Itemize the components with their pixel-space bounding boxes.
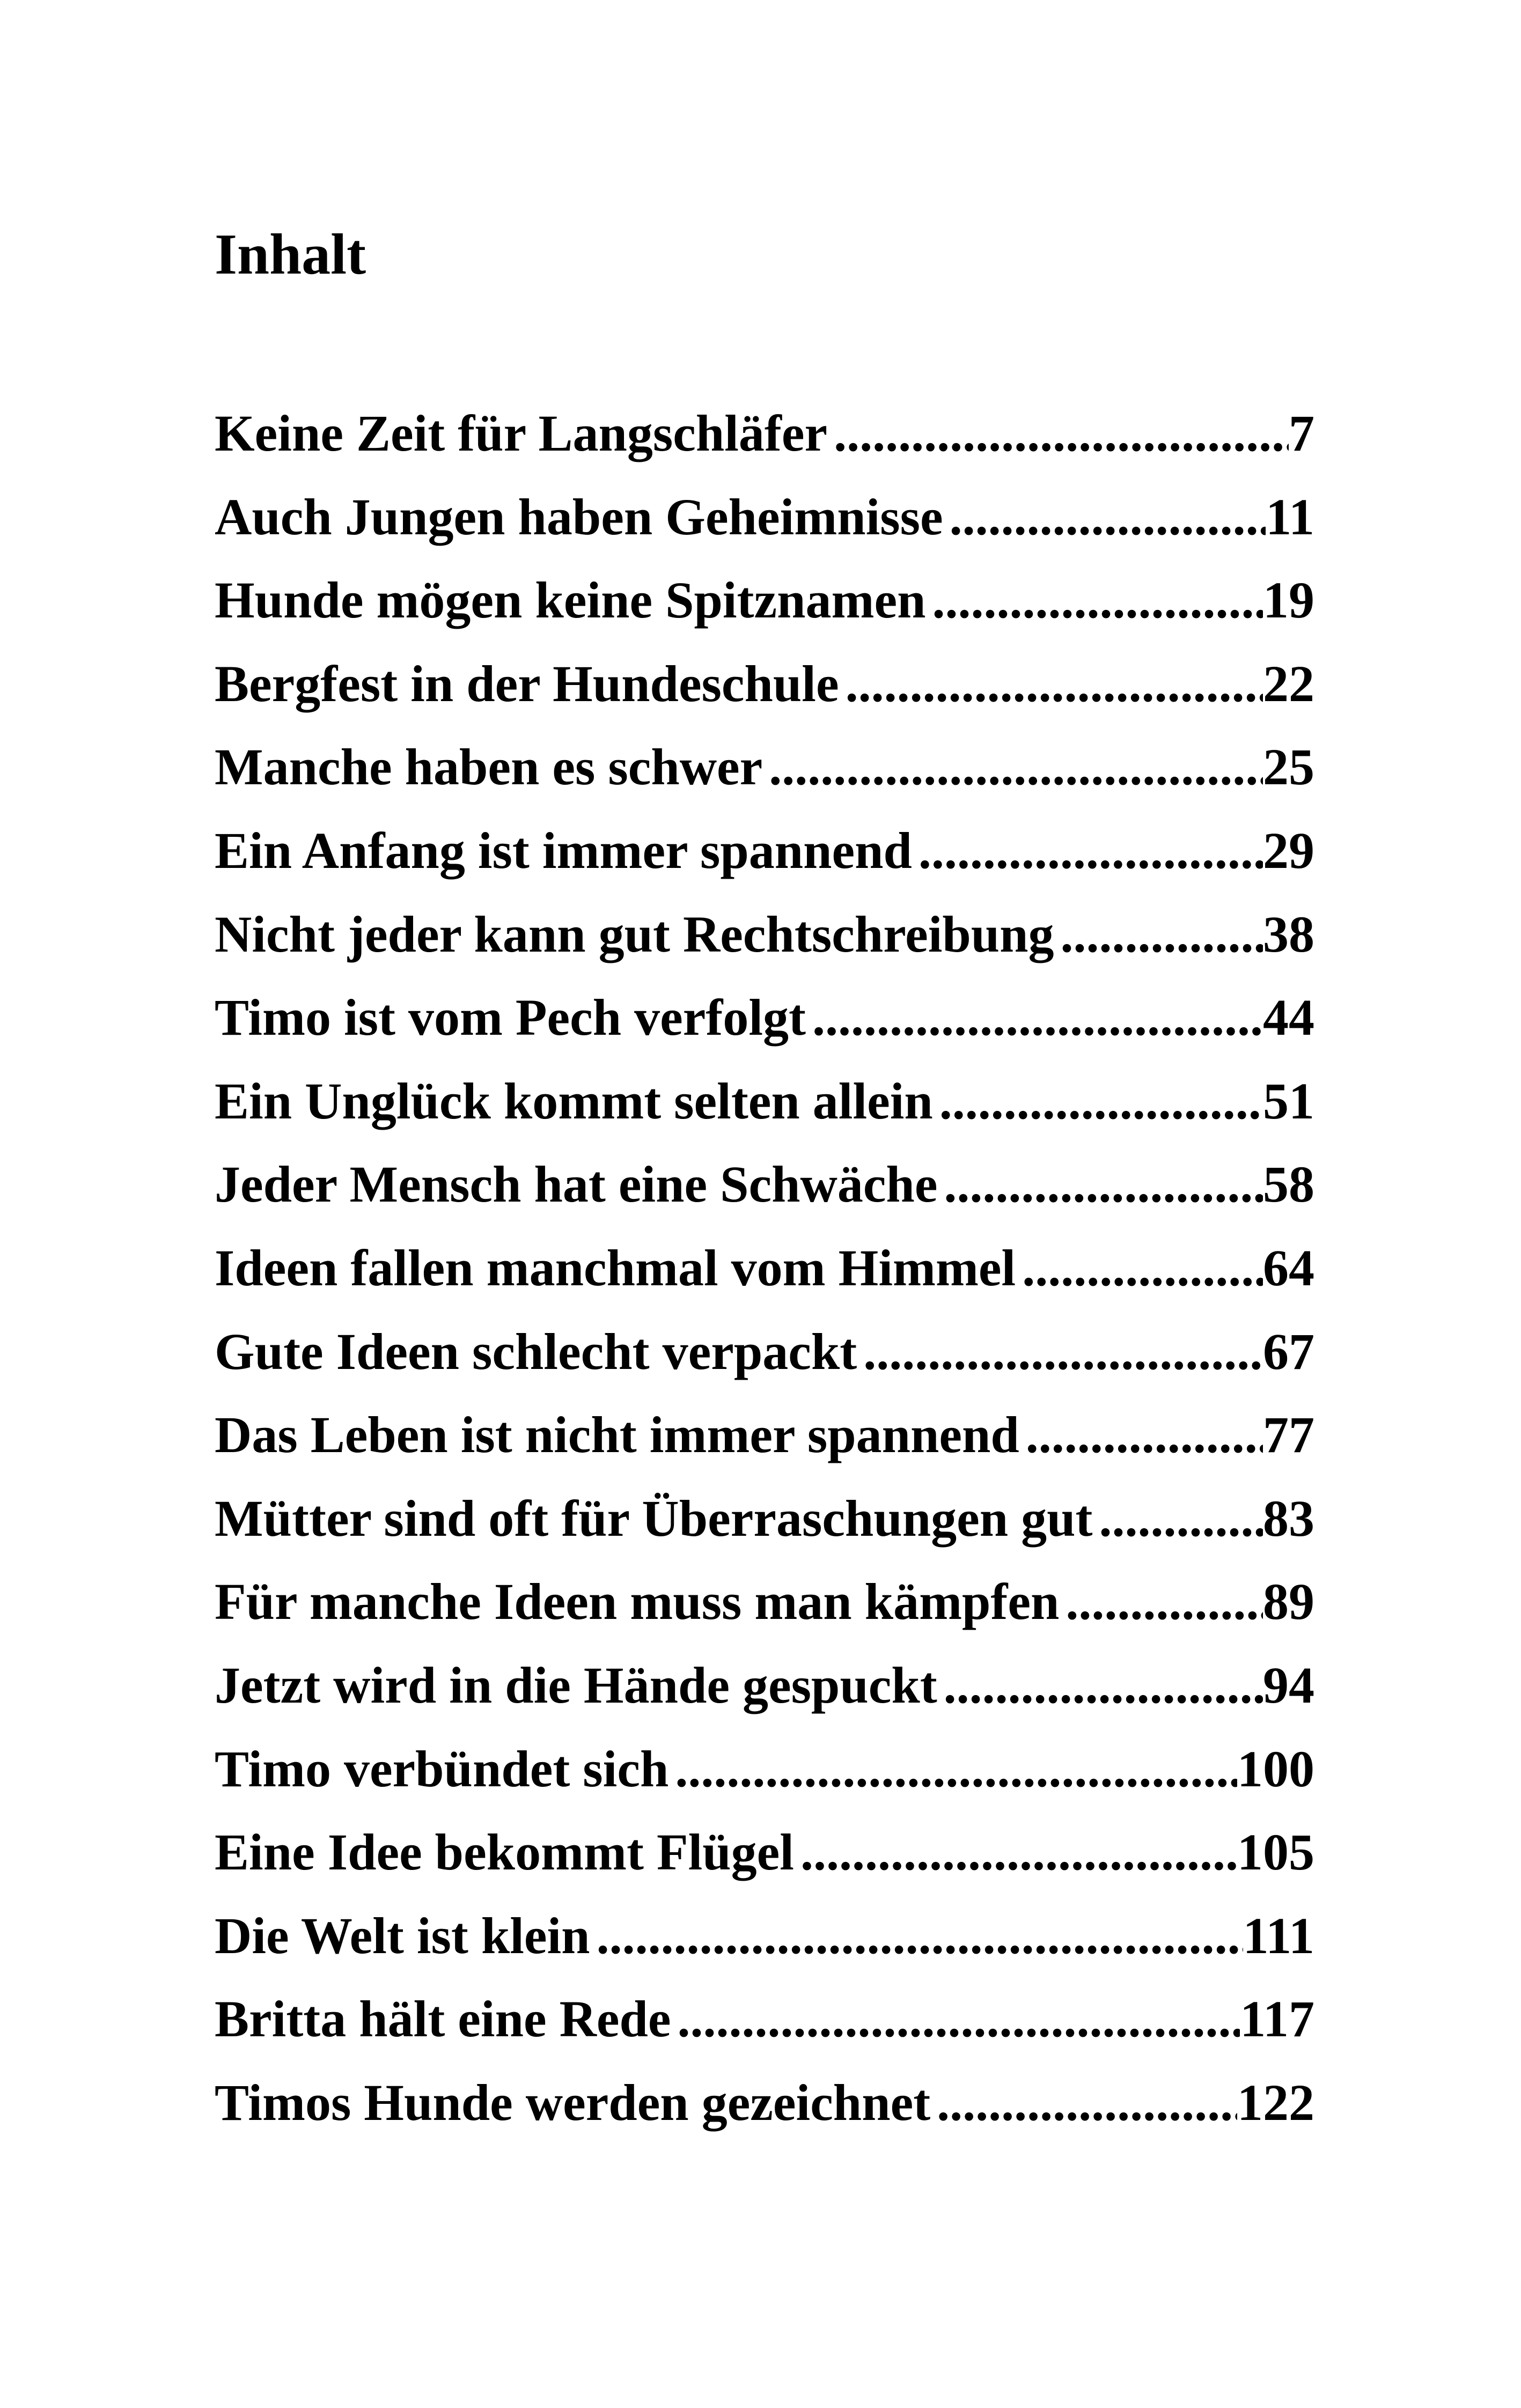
toc-page-number: 105 [1237, 1823, 1314, 1881]
toc-page-number: 89 [1263, 1573, 1314, 1631]
toc-page-number: 100 [1237, 1740, 1314, 1798]
toc-entry [215, 1143, 1314, 1226]
toc-entry-title: Für manche Ideen muss man kämpfen [215, 1573, 1060, 1631]
toc-dot-leader [1099, 1477, 1263, 1560]
toc-dot-leader [950, 475, 1266, 559]
toc-page-number: 38 [1263, 905, 1314, 963]
toc-page-number: 29 [1263, 821, 1314, 879]
toc-entry-title: Timo ist vom Pech verfolgt [215, 989, 806, 1047]
toc-dot-leader [937, 2061, 1237, 2145]
toc-dot-leader [678, 1977, 1240, 2061]
toc-page-number: 7 [1289, 404, 1314, 462]
toc-entry-title: Jeder Mensch hat eine Schwäche [215, 1155, 938, 1213]
toc-page-number: 19 [1263, 571, 1314, 629]
toc-dot-leader [812, 976, 1263, 1059]
toc-entry [215, 1560, 1314, 1644]
toc-dot-leader [675, 1727, 1237, 1811]
toc-dot-leader [769, 725, 1263, 809]
toc-page-number: 11 [1266, 488, 1314, 546]
toc-entry-title: Bergfest in der Hundeschule [215, 654, 839, 712]
toc-dot-leader [944, 1143, 1263, 1226]
toc-entry-title: Auch Jungen haben Geheimnisse [215, 488, 943, 546]
toc-entry-title: Ein Unglück kommt selten allein [215, 1072, 933, 1130]
toc-entry-title: Ideen fallen manchmal vom Himmel [215, 1239, 1016, 1297]
toc-page-number: 77 [1263, 1406, 1314, 1464]
toc-entry [215, 1059, 1314, 1143]
toc-page-number: 58 [1263, 1155, 1314, 1213]
toc-dot-leader [1066, 1560, 1263, 1644]
toc-entry [215, 1393, 1314, 1477]
toc-entry [215, 976, 1314, 1059]
toc-dot-leader [939, 1059, 1263, 1143]
toc-entry [215, 1977, 1314, 2061]
toc-dot-leader [834, 392, 1289, 475]
toc-entry-title: Eine Idee bekommt Flügel [215, 1823, 794, 1881]
toc-title: Inhalt [215, 223, 366, 286]
toc-entry [215, 1727, 1314, 1811]
toc-entry [215, 893, 1314, 976]
toc-entry-title: Britta hält eine Rede [215, 1990, 671, 2048]
toc-dot-leader [1022, 1226, 1263, 1310]
toc-dot-leader [1026, 1393, 1263, 1477]
toc-entry [215, 2061, 1314, 2145]
toc-page-number: 83 [1263, 1489, 1314, 1547]
toc-dot-leader [919, 809, 1263, 893]
toc-entry-title: Keine Zeit für Langschläfer [215, 404, 828, 462]
toc-entry-title: Nicht jeder kann gut Rechtschreibung [215, 905, 1054, 963]
toc-page-number: 122 [1237, 2073, 1314, 2131]
toc-entry-title: Timo verbündet sich [215, 1740, 669, 1798]
toc-entry-title: Die Welt ist klein [215, 1906, 590, 1964]
toc-page-number: 51 [1263, 1072, 1314, 1130]
toc-page-number: 117 [1240, 1990, 1314, 2048]
toc-dot-leader [863, 1310, 1263, 1394]
toc-entry [215, 475, 1314, 559]
toc-entry [215, 809, 1314, 893]
toc-page-number: 44 [1263, 989, 1314, 1047]
toc-entry-title: Mütter sind oft für Überraschungen gut [215, 1489, 1093, 1547]
toc-dot-leader [1061, 893, 1263, 976]
toc-entry [215, 1644, 1314, 1727]
toc-page-number: 94 [1263, 1656, 1314, 1714]
toc-entry [215, 1477, 1314, 1560]
toc-entry-title: Das Leben ist nicht immer spannend [215, 1406, 1019, 1464]
toc-entry-title: Ein Anfang ist immer spannend [215, 821, 912, 879]
toc-dot-leader [846, 642, 1263, 726]
toc-entry-title: Jetzt wird in die Hände gespuckt [215, 1656, 937, 1714]
toc-page-number: 22 [1263, 654, 1314, 712]
toc-entry-title: Gute Ideen schlecht verpackt [215, 1322, 857, 1380]
toc-page-number: 67 [1263, 1322, 1314, 1380]
toc-entry [215, 1810, 1314, 1894]
toc-dot-leader [944, 1644, 1263, 1727]
toc-dot-leader [932, 558, 1263, 642]
toc-page-number: 64 [1263, 1239, 1314, 1297]
toc-entry-title: Timos Hunde werden gezeichnet [215, 2073, 931, 2131]
toc-entry [215, 1310, 1314, 1394]
toc-entry [215, 725, 1314, 809]
toc-entry [215, 1226, 1314, 1310]
toc-entry [215, 1894, 1314, 1978]
toc-entry-title: Hunde mögen keine Spitznamen [215, 571, 926, 629]
toc-entry-title: Manche haben es schwer [215, 738, 763, 796]
toc-page-number: 111 [1243, 1906, 1314, 1964]
toc-dot-leader [597, 1894, 1243, 1978]
toc-entry [215, 558, 1314, 642]
toc-dot-leader [800, 1810, 1237, 1894]
toc-list [215, 392, 1314, 2144]
toc-page-number: 25 [1263, 738, 1314, 796]
toc-entry [215, 642, 1314, 726]
toc-entry [215, 392, 1314, 475]
